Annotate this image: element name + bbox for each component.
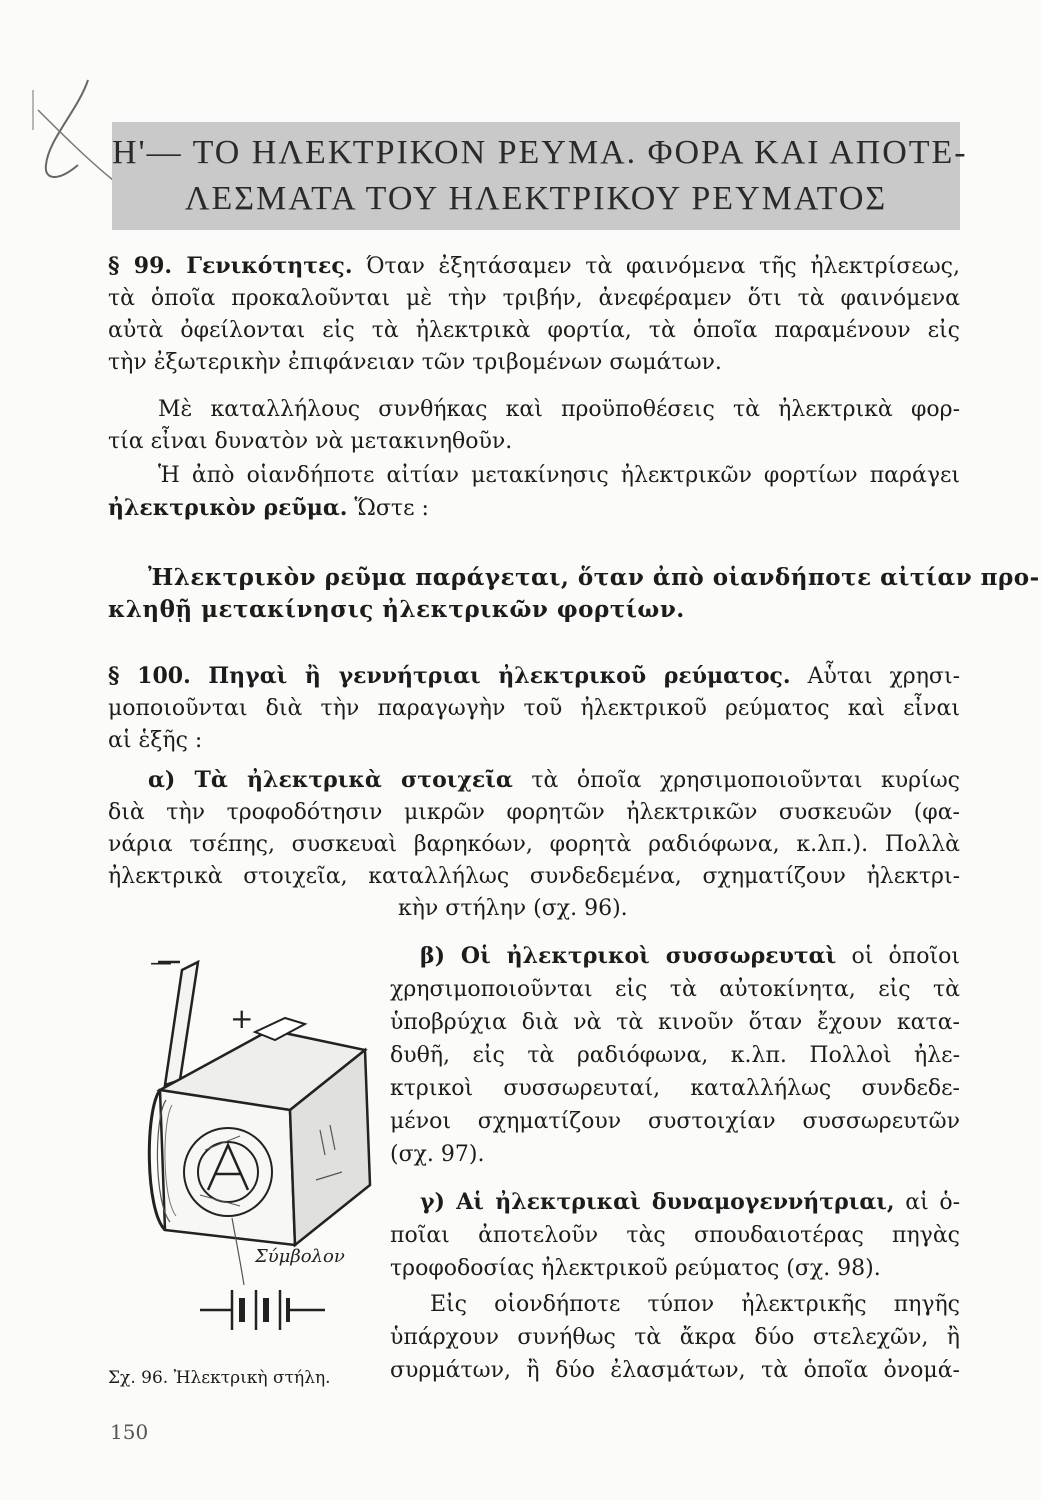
definition-rule <box>108 562 1040 626</box>
text-line: κτρικοὶ συσσωρευταί, καταλλήλως συνδεδε- <box>390 1076 960 1101</box>
item-b-paragraph <box>390 940 960 1171</box>
text-line: διὰ τὴν τροφοδότησιν μικρῶν φορητῶν ἠλεκτρικῶν συσκευῶν (φα- <box>108 800 960 825</box>
text-line: Εἰς οἱονδήποτε τύπον ἠλεκτρικῆς πηγῆς <box>430 1292 960 1317</box>
text-line: Μὲ καταλλήλους συνθήκας καὶ προϋποθέσεις τὰ ἠλεκτρικὰ φορ- <box>158 397 960 422</box>
text-line: χρησιμοποιοῦνται εἰς τὰ αὐτοκίνητα, εἰς τὰ <box>390 977 960 1002</box>
text-line: τὰ ὁποῖα προκαλοῦνται μὲ τὴν τριβήν, ἀνεφέραμεν ὅτι τὰ φαινόμενα <box>108 286 960 311</box>
text-line: μένοι σχηματίζουν συστοιχίαν συσσωρευτῶν <box>390 1109 960 1134</box>
text-line: τία εἶναι δυνατὸν νὰ μετακινηθοῦν. <box>108 429 513 454</box>
text-line: ἠλεκτρικὰ στοιχεῖα, καταλλήλως συνδεδεμένα, σχηματίζουν ἠλεκτρι- <box>108 864 960 889</box>
item-c-label: γ) Αἱ ἠλεκτρικαὶ δυναμογεννήτριαι, <box>420 1189 895 1215</box>
page-number: 150 <box>110 1420 149 1444</box>
section-99-paragraph-1 <box>108 250 960 379</box>
section-99-heading: § 99. Γενικότητες. <box>108 253 353 279</box>
section-100-heading: § 100. Πηγαὶ ἢ γεννήτριαι ἠλεκτρικοῦ ρεύματος. <box>108 663 791 689</box>
text-line: αἱ ἑξῆς : <box>108 728 203 753</box>
text-line: τὴν ἐξωτερικὴν ἐπιφάνειαν τῶν τριβομένων σωμάτων. <box>108 350 722 375</box>
text-line: αὐτὰ ὀφείλονται εἰς τὰ ἠλεκτρικὰ φορτία, τὰ ὁποῖα παραμένουν εἰς <box>108 318 960 343</box>
item-a-paragraph <box>108 764 960 925</box>
term-electric-current: ἠλεκτρικὸν ρεῦμα. <box>108 495 348 521</box>
text-line: συρμάτων, ἢ δύο ἐλασμάτων, τὰ ὁποῖα ὀνομά- <box>390 1358 960 1383</box>
plus-terminal-sign: + <box>230 1002 254 1035</box>
text-line: νάρια τσέπης, συσκευαὶ βαρηκόων, φορητὰ ραδιόφωνα, κ.λπ.). Πολλὰ <box>108 832 960 857</box>
chapter-heading-line-2: ΛΕΣΜΑΤΑ ΤΟΥ ΗΛΕΚΤΡΙΚΟΥ ΡΕΥΜΑΤΟΣ <box>184 180 888 217</box>
text-line: τροφοδοσίας ἠλεκτρικοῦ ρεύματος (σχ. 98). <box>390 1256 881 1281</box>
text-line: Ἡ ἀπὸ οἱανδήποτε αἰτίαν μετακίνησις ἠλεκτρικῶν φορτίων παράγει <box>158 463 960 488</box>
text-line: Αὗται χρησι- <box>807 664 961 689</box>
text-line: αἱ ὁ- <box>905 1190 961 1215</box>
text-line: κὴν στήλην (σχ. 96). <box>398 896 628 921</box>
chapter-heading <box>112 122 968 230</box>
text-line: Όταν ἐξητάσαμεν τὰ φαινόμενα τῆς ἠλεκτρίσεως, <box>366 254 960 279</box>
minus-terminal-sign: — <box>150 951 172 976</box>
text-line: ποῖαι ἀποτελοῦν τὰς σπουδαιοτέρας πηγὰς <box>390 1223 960 1248</box>
text-line: τὰ ὁποῖα χρησιμοποιοῦνται κυρίως <box>531 768 960 793</box>
battery-illustration <box>120 940 390 1360</box>
item-c-paragraph <box>390 1186 960 1285</box>
battery-symbol-icon <box>200 1290 325 1330</box>
section-99-paragraph-3 <box>108 460 960 525</box>
item-a-label: α) Τὰ ἠλεκτρικὰ στοιχεῖα <box>148 767 513 793</box>
text-line: (σχ. 97). <box>390 1142 485 1167</box>
text-line: ὑποβρύχια διὰ νὰ τὰ κινοῦν ὅταν ἔχουν κατα- <box>390 1010 960 1035</box>
text-line: δυθῆ, εἰς τὰ ραδιόφωνα, κ.λπ. Πολλοὶ ἠλε- <box>390 1043 960 1068</box>
section-99-paragraph-2 <box>108 394 960 458</box>
item-d-paragraph <box>390 1288 960 1387</box>
figure-caption: Σχ. 96. Ἠλεκτρικὴ στήλη. <box>108 1368 331 1388</box>
item-b-label: β) Οἱ ἠλεκτρικοὶ συσσωρευταὶ <box>420 943 837 969</box>
symbol-label: Σύμβολον <box>255 1246 345 1267</box>
text-line: μοποιοῦνται διὰ τὴν παραγωγὴν τοῦ ἠλεκτρικοῦ ρεύματος καὶ εἶναι <box>108 696 960 721</box>
section-100-intro <box>108 660 960 757</box>
text-line: Ὥστε : <box>354 496 429 521</box>
chapter-heading-line-1: Η'— ΤΟ ΗΛΕΚΤΡΙΚΟΝ ΡΕΥΜΑ. ΦΟΡΑ ΚΑΙ ΑΠΟΤΕ- <box>112 134 968 171</box>
text-line: ὑπάρχουν συνήθως τὰ ἄκρα δύο στελεχῶν, ἢ <box>390 1325 960 1350</box>
text-line: οἱ ὁποῖοι <box>851 944 961 969</box>
rule-line: κληθῇ μετακίνησις ἠλεκτρικῶν φορτίων. <box>108 596 685 623</box>
rule-line: Ἠλεκτρικὸν ρεῦμα παράγεται, ὅταν ἀπὸ οἱανδήποτε αἰτίαν προ- <box>148 564 1040 591</box>
